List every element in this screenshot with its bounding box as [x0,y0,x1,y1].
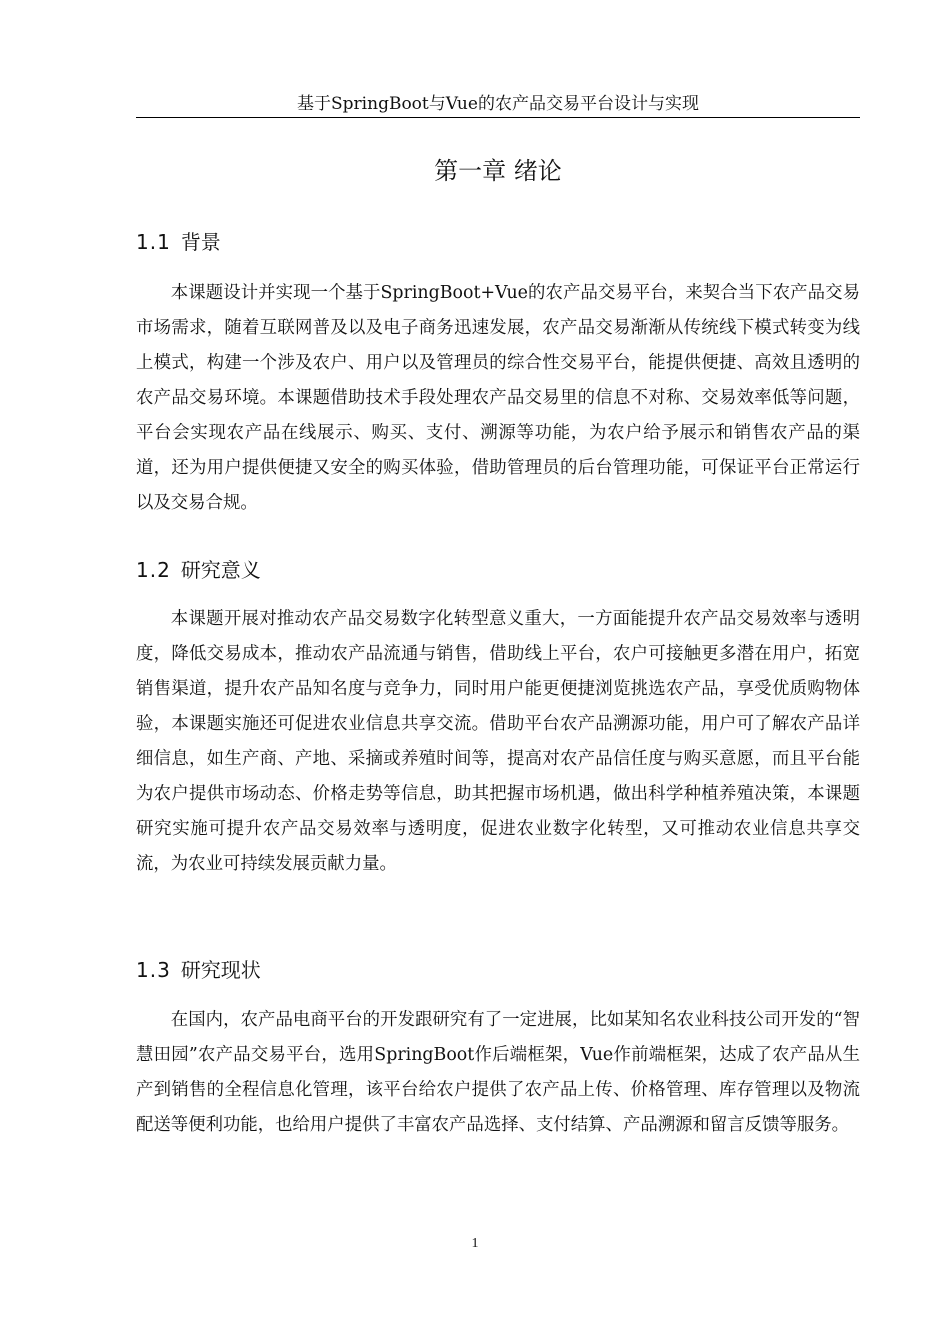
section-title: 研究意义 [180,558,261,582]
running-header: 基于SpringBoot与Vue的农产品交易平台设计与实现 [136,93,860,118]
section-title: 研究现状 [180,958,261,982]
paragraph-status: 在国内，农产品电商平台的开发跟研究有了一定进展，比如某知名农业科技公司开发的“智慧田园”农产品交易平台，选用SpringBoot作后端框架，Vue作前端框架，达成了农产品从生产到销售的全程信息化管理，该平台给农户提供了农产品上传、价格管理、库存管理以及物流配送等便利功能，也给用户提供了丰富农产品选择、支付结算、产品溯源和留言反馈等服务。 [136,1010,860,1135]
section-heading-status [136,956,860,984]
section-heading-significance [136,556,860,584]
section-number: 1.3 [136,958,171,982]
section-number: 1.2 [136,558,171,582]
section-number: 1.1 [136,230,171,254]
section-title: 背景 [180,230,221,254]
paragraph-background: 本课题设计并实现一个基于SpringBoot+Vue的农产品交易平台，来契合当下农产品交易市场需求，随着互联网普及以及电子商务迅速发展，农产品交易渐渐从传统线下模式转变为线上模式，构建一个涉及农户、用户以及管理员的综合性交易平台，能提供便捷、高效且透明的农产品交易环境。本课题借助技术手段处理农产品交易里的信息不对称、交易效率低等问题，平台会实现农产品在线展示、购买、支付、溯源等功能，为农户给予展示和销售农产品的渠道，还为用户提供便捷又安全的购买体验，借助管理员的后台管理功能，可保证平台正常运行以及交易合规。 [136,283,860,513]
chapter-title: 第一章 绪论 [434,157,562,185]
page-number: 1 [471,1236,479,1251]
section-heading-background [136,228,860,256]
paragraph-significance: 本课题开展对推动农产品交易数字化转型意义重大，一方面能提升农产品交易效率与透明度，降低交易成本，推动农产品流通与销售，借助线上平台，农户可接触更多潜在用户，拓宽销售渠道，提升农产品知名度与竞争力，同时用户能更便捷浏览挑选农产品，享受优质购物体验，本课题实施还可促进农业信息共享交流。借助平台农产品溯源功能，用户可了解农产品详细信息，如生产商、产地、采摘或养殖时间等，提高对农产品信任度与购买意愿，而且平台能为农户提供市场动态、价格走势等信息，助其把握市场机遇，做出科学种植养殖决策，本课题研究实施可提升农产品交易效率与透明度，促进农业数字化转型，又可推动农业信息共享交流，为农业可持续发展贡献力量。 [136,609,860,874]
